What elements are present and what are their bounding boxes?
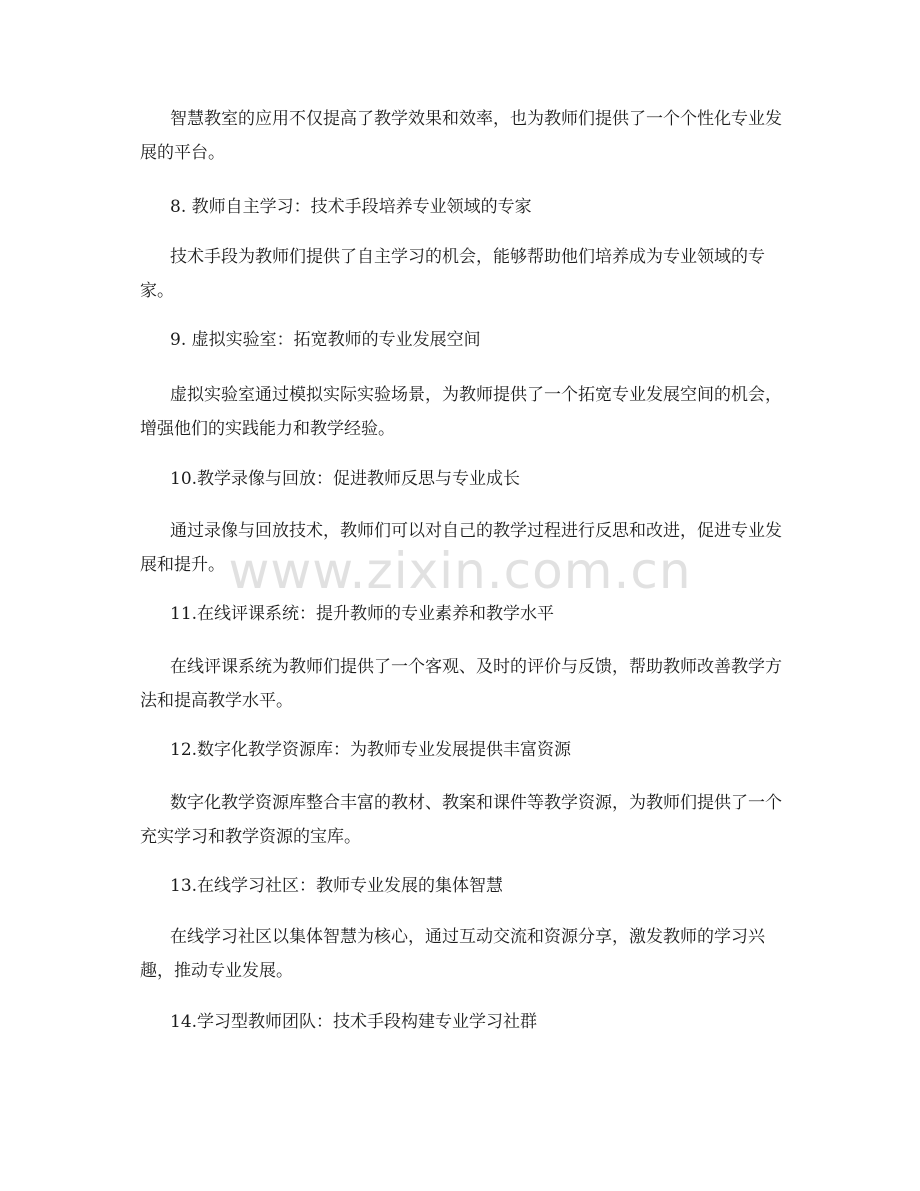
paragraph-learning-community: 在线学习社区以集体智慧为核心，通过互动交流和资源分享，激发教师的学习兴趣，推动专业发展。 [140, 927, 765, 981]
paragraph-video-replay: 通过录像与回放技术，教师们可以对自己的教学过程进行反思和改进，促进专业发展和提升。 [140, 521, 782, 575]
paragraph-online-review: 在线评课系统为教师们提供了一个客观、及时的评价与反馈，帮助教师改善教学方法和提高教学水平。 [140, 657, 782, 711]
heading-8-self-learning: 8. 教师自主学习：技术手段培养专业领域的专家 [170, 197, 532, 217]
paragraph-self-learning: 技术手段为教师们提供了自主学习的机会，能够帮助他们培养成为专业领域的专家。 [140, 247, 765, 301]
heading-14-teacher-team: 14.学习型教师团队：技术手段构建专业学习社群 [170, 1012, 538, 1032]
heading-13-learning-community: 13.在线学习社区：教师专业发展的集体智慧 [170, 876, 504, 896]
heading-11-online-review: 11.在线评课系统：提升教师的专业素养和教学水平 [170, 604, 555, 624]
paragraph-smart-classroom: 智慧教室的应用不仅提高了教学效果和效率，也为教师们提供了一个个性化专业发展的平台。 [140, 109, 782, 163]
paragraph-virtual-lab: 虚拟实验室通过模拟实际实验场景，为教师提供了一个拓宽专业发展空间的机会，增强他们的实践能力和教学经验。 [140, 385, 782, 439]
watermark: www.zixin.com.cn [228, 542, 692, 600]
heading-12-digital-resources: 12.数字化教学资源库：为教师专业发展提供丰富资源 [170, 740, 572, 760]
heading-9-virtual-lab: 9. 虚拟实验室：拓宽教师的专业发展空间 [170, 330, 481, 350]
paragraph-digital-resources: 数字化教学资源库整合丰富的教材、教案和课件等教学资源，为教师们提供了一个充实学习和教学资源的宝库。 [140, 793, 782, 847]
heading-10-video-replay: 10.教学录像与回放：促进教师反思与专业成长 [170, 469, 521, 489]
